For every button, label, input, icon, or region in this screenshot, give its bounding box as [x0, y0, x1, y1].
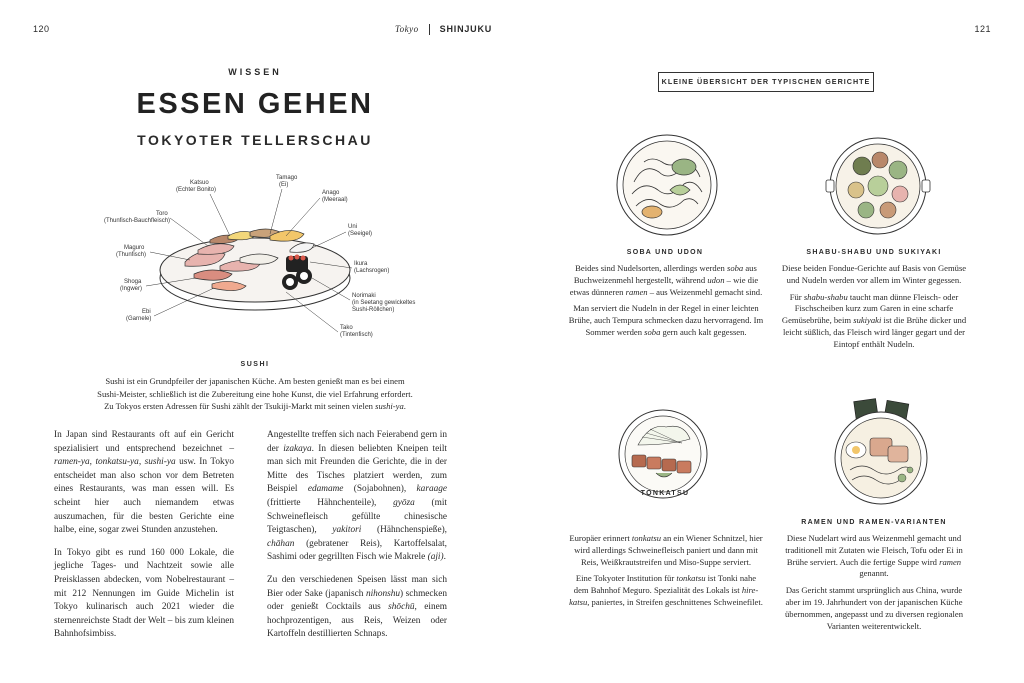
paragraph — [568, 573, 764, 608]
term: ramen-ya, tonkatsu-ya, sushi-ya — [54, 457, 176, 468]
label-norimaki: Norimaki — [352, 293, 376, 299]
label-ikura: Ikura — [354, 261, 368, 267]
text: In Japan sind Restaurants oft auf ein Gericht spezialisiert und entsprechend bezeichnet – — [54, 430, 234, 454]
paragraph — [267, 429, 447, 565]
caption-line-3 — [60, 400, 450, 413]
running-header-city: Tokyo — [395, 24, 419, 34]
paragraph — [568, 533, 764, 568]
label-toro-sub: (Thunfisch-Bauchfleisch) — [104, 218, 171, 224]
page-subtitle: TOKYOTER TELLERSCHAU — [137, 132, 373, 148]
term: karaage — [416, 484, 448, 495]
text: (gebratener Reis), Kartoffelsalat, Sashimi oder gegrillten Fisch wie Makrele — [267, 538, 447, 563]
text: (mit Schweinefleisch gefüllte chinesische Teigtaschen), — [267, 497, 447, 536]
text: Angestellte treffen sich nach Feierabend gern in der — [267, 430, 447, 454]
label-uni: Uni — [348, 224, 358, 230]
paragraph: Diese beiden Fondue-Gerichte auf Basis von Gemüse und Nudeln werden vor allem im Winter gegessen. — [781, 263, 967, 285]
term: yakitori — [332, 525, 362, 536]
header-divider — [429, 24, 430, 35]
text: – aus Weizenmehl gemacht sind. — [647, 286, 763, 297]
tonkatsu-plate-illustration — [616, 407, 710, 501]
term: gyōza — [393, 497, 415, 508]
label-tamago-sub: (Ei) — [279, 182, 289, 188]
term: tonkatsu — [631, 533, 661, 543]
label-norimaki-sub2: Sushi-Röllchen) — [352, 307, 395, 313]
sushi-caption-heading: SUSHI — [240, 361, 270, 368]
label-maguro-sub: (Thunfisch) — [116, 252, 147, 258]
term: izakaya — [283, 443, 312, 454]
shabu-text — [778, 263, 970, 356]
text: Beides sind Nudelsorten, allerdings werden — [575, 263, 727, 273]
tonkatsu-text — [568, 533, 764, 614]
ramen-text — [778, 533, 970, 637]
term: soba — [644, 326, 661, 337]
text: (frittierte Hähnchenteile), — [267, 497, 394, 508]
label-anago-sub: (Meeraal) — [322, 197, 348, 203]
text: Europäer erinnert — [569, 533, 632, 543]
sushi-board — [160, 238, 350, 310]
overview-box-label: KLEINE ÜBERSICHT DER TYPISCHEN GERICHTE — [658, 72, 874, 92]
text: , einem hochprozentigen, aus Reis, Weizen oder Kartoffeln destillierten Schnaps. — [267, 602, 447, 640]
shabu-pot-illustration — [822, 130, 934, 242]
paragraph — [54, 429, 234, 538]
page-number-left: 120 — [33, 24, 50, 34]
caption-end: . — [403, 401, 406, 412]
text: taucht man dünne Fleisch- oder Fischscheiben kurz zum Garen in eine scharfe Gemüsebrühe, beim — [781, 291, 959, 326]
text: , paniertes, in Streifen geschnittenes Schweinefilet. — [587, 596, 763, 607]
text: Zu den verschiedenen Speisen lässt man sich Bier oder Sake (japanisch — [267, 574, 447, 599]
ramen-heading: RAMEN UND RAMEN-VARIANTEN — [801, 519, 947, 526]
term: soba — [726, 263, 744, 273]
term: ramen — [625, 286, 648, 297]
text: Eine Tokyoter Institution für — [575, 573, 677, 584]
text: . In diesen beliebten Kneipen teilt man sich mit Freunden die Gerichte, die in der Mitte des Tisches platziert werden, zum Beispiel — [267, 443, 447, 495]
shabu-heading: SHABU-SHABU UND SUKIYAKI — [806, 249, 942, 256]
paragraph — [568, 263, 764, 298]
label-katsuo-sub: (Echter Bonito) — [176, 187, 217, 193]
label-tako-sub: (Tintenfisch) — [340, 332, 373, 338]
page-number-right: 121 — [974, 24, 991, 34]
soba-heading: SOBA UND UDON — [626, 249, 704, 256]
text: ) schmecken oder genießt Cocktails aus — [267, 588, 447, 613]
text: an ein Wiener Schnitzel, hier wird allerdings Schweinefleisch paniert und dann mit Reis, Weißkrautstreifen und Miso-Suppe serviert. — [574, 533, 763, 567]
label-uni-sub: (Seeigel) — [348, 231, 373, 237]
label-norimaki-sub1: (in Seetang gewickeltes — [352, 300, 416, 306]
paragraph — [568, 303, 764, 338]
ramen-bowl-illustration — [826, 398, 936, 508]
paragraph — [778, 533, 970, 580]
text: genannt. — [859, 568, 889, 579]
running-header — [395, 24, 635, 35]
term: tonkatsu — [676, 573, 706, 584]
text: ist Tonki nahe dem Bahnhof Meguro. Spezialität des Lokals ist — [573, 573, 757, 596]
term: shabu-shabu — [803, 291, 848, 302]
soba-bowl-illustration — [614, 132, 720, 238]
text: Diese Nudelart wird aus Weizenmehl gemacht und traditionell mit Zutaten wie Fleisch, Tofu oder Ei in Brühe serviert. Auch die fertige Suppe wird — [785, 533, 963, 567]
label-ebi: Ebi — [142, 309, 151, 315]
running-header-district: SHINJUKU — [439, 24, 493, 34]
text: ist die Brühe dicker und leicht süßlich, das Fleisch wird länger gegart und der Eintopf enthält Nudeln. — [782, 315, 967, 349]
text: . — [443, 552, 446, 563]
caption-line-1: Sushi ist ein Grundpfeiler der japanischen Küche. Am besten genießt man es bei einem — [105, 376, 405, 386]
paragraph — [267, 574, 447, 642]
caption-text: Zu Tokyos ersten Adressen für Sushi zählt der Tsukiji-Markt mit seinen vielen — [104, 401, 376, 412]
label-tamago: Tamago — [276, 175, 298, 181]
term: edamame — [307, 484, 344, 495]
term: nihonshu — [365, 588, 401, 599]
text: gern auch kalt gegessen. — [660, 326, 747, 337]
label-anago: Anago — [322, 190, 340, 196]
term: ramen — [939, 556, 962, 567]
sushi-caption — [60, 375, 450, 413]
term: shōchū — [388, 602, 415, 613]
paragraph: Das Gericht stammt ursprünglich aus China, wurde aber im 19. Jahrhundert von der japanischen Küche übernommen, angepasst und zu diversen regionalen Varianten weiterentwickelt. — [784, 585, 964, 631]
label-maguro: Maguro — [124, 245, 145, 251]
label-ikura-sub: (Lachsrogen) — [354, 268, 390, 274]
term: sukiyaki — [853, 315, 882, 326]
caption-term: sushi-ya — [375, 401, 404, 412]
label-katsuo: Katsuo — [190, 180, 209, 186]
label-shoga-sub: (Ingwer) — [120, 286, 143, 292]
body-column-2 — [267, 429, 447, 651]
term: udon — [707, 274, 725, 285]
term: hire-katsu — [569, 585, 759, 607]
text: Man serviert die Nudeln in der Regel in einer leichten Brühe, auch Tempura schmecken dazu hervorragend. Im Sommer werden — [568, 303, 764, 337]
tonkatsu-heading: TONKATSU — [640, 490, 690, 497]
paragraph — [778, 292, 970, 351]
caption-line-2: Sushi-Meister, schließlich ist die Zubereitung eine hohe Kunst, die viel Erfahrung erfordert. — [97, 388, 413, 399]
section-kicker: WISSEN — [228, 67, 282, 77]
text: usw. In Tokyo entscheidet man also schon vor dem Betreten eines Restaurants, was man essen will. Es scheint hier auch niemandem etwas auszumachen, für die besten Gerichte eine halbe, eine, sogar zwei Stunden anzustehen. — [54, 457, 234, 536]
text: – wie die etwas dünneren — [569, 274, 759, 297]
term: chāhan — [267, 538, 295, 549]
text: aus Buchweizenmehl hergestellt, während — [573, 263, 757, 285]
label-ebi-sub: (Garnele) — [126, 316, 152, 322]
soba-text — [568, 263, 764, 344]
paragraph: In Tokyo gibt es rund 160 000 Lokale, die jegliche Tages- und Nachtzeit sowie alle Preisklassen abdecken, vom Nobelrestaurant – mit 212 Nennungen im Guide Michelin ist Tokyo kulinarisch auch 2021 wieder die sternenreichste Stadt der Welt – bis zum kleinen Bahnhofsimbiss. — [54, 547, 234, 640]
page-title: ESSEN GEHEN — [136, 88, 374, 120]
label-shoga: Shoga — [124, 279, 142, 285]
text: (Hähnchenspieße), — [361, 525, 447, 536]
label-tako: Tako — [340, 325, 353, 331]
sushi-platter-illustration — [90, 170, 430, 345]
body-column-1 — [54, 429, 234, 651]
label-toro: Toro — [156, 211, 168, 217]
text: Für — [789, 291, 804, 302]
term: (aji) — [427, 552, 444, 563]
text: (Sojabohnen), — [343, 484, 417, 495]
